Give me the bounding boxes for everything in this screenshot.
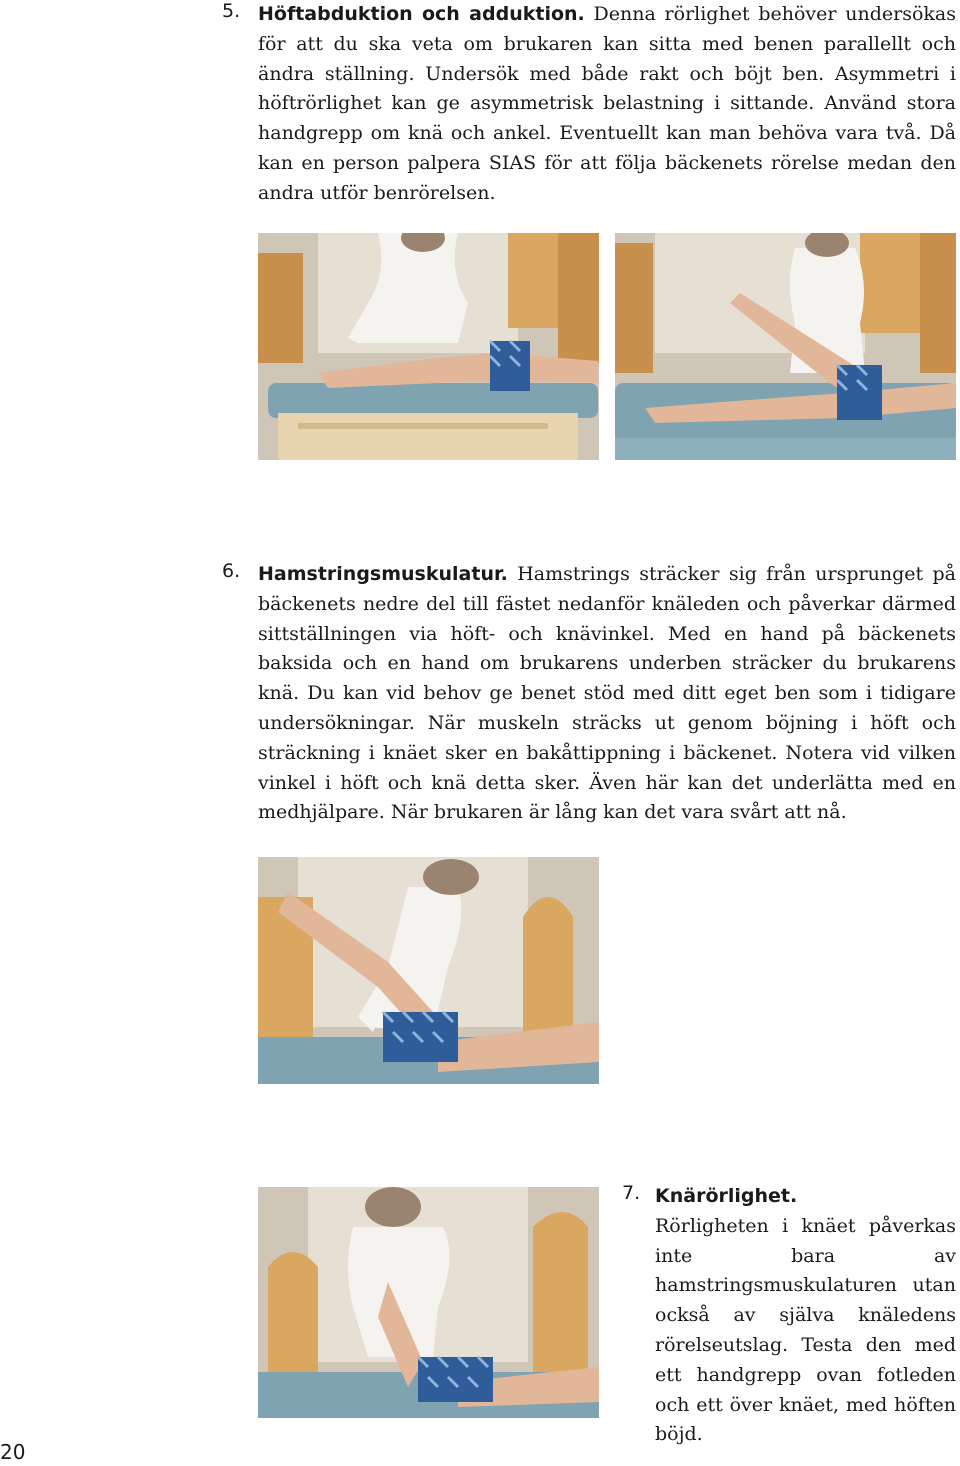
- photo-hip-abduction-2: [615, 233, 956, 460]
- section-6-text: Hamstrings sträcker sig från ursprunget på bäckenets nedre del till fästet nedanför knäleden och påverkar därmed sittställningen via höft- och knävinkel. Med en hand på bäckenets baksida och en hand om brukarens underben sträcker du brukarens knä. Du kan vid behov ge benet stöd med ditt eget ben som i tidigare undersökningar. När muskeln sträcks ut genom böjning i höft och sträckning i knäet sker en bakåttippning i bäckenet. Notera vid vilken vinkel i höft och knä detta sker. Även här kan det underlätta med en medhjälpare. När brukaren är lång kan det vara svårt att nå.: [258, 563, 956, 824]
- section-5-number: 5.: [222, 0, 241, 22]
- photo-hamstrings: [258, 857, 599, 1084]
- section-7-heading: Knärörlighet.: [655, 1185, 798, 1207]
- section-7: [622, 1182, 956, 1450]
- section-6: [222, 560, 956, 828]
- section-7-paragraph: [655, 1182, 956, 1450]
- photo-hip-abduction-1-graphic: [258, 233, 599, 460]
- section-5-text: Denna rörlighet behöver undersökas för att du ska veta om brukaren kan sitta med benen parallellt och ändra ställning. Undersök med både rakt och böjt ben. Asymmetri i höftrörlighet kan ge asymmetrisk belastning i sittande. Använd stora handgrepp om knä och ankel. Eventuellt kan man behöva vara två. Då kan en person palpera SIAS för att följa bäckenets rörelse medan den andra utför benrörelsen.: [258, 3, 956, 204]
- photo-knee-mobility: [258, 1187, 599, 1418]
- section-5-heading: Höftabduktion och adduktion.: [258, 3, 585, 25]
- section-5: [222, 0, 956, 209]
- section-6-heading: Hamstringsmuskulatur.: [258, 563, 508, 585]
- section-7-text: Rörligheten i knäet påverkas inte bara av hamstringsmuskulaturen utan också av själva knäledens rörelseutslag. Testa den med ett handgrepp ovan fotleden och ett över knäet, med höften böjd.: [655, 1214, 956, 1446]
- section-5-paragraph: [258, 0, 956, 209]
- page-number: 20: [0, 1440, 26, 1464]
- section-7-number: 7.: [622, 1182, 641, 1204]
- section-6-paragraph: [258, 560, 956, 828]
- photo-hamstrings-graphic: [258, 857, 599, 1084]
- photo-hip-abduction-1: [258, 233, 599, 460]
- section-6-number: 6.: [222, 560, 241, 582]
- photo-hip-abduction-2-graphic: [615, 233, 956, 460]
- photo-knee-mobility-graphic: [258, 1187, 599, 1418]
